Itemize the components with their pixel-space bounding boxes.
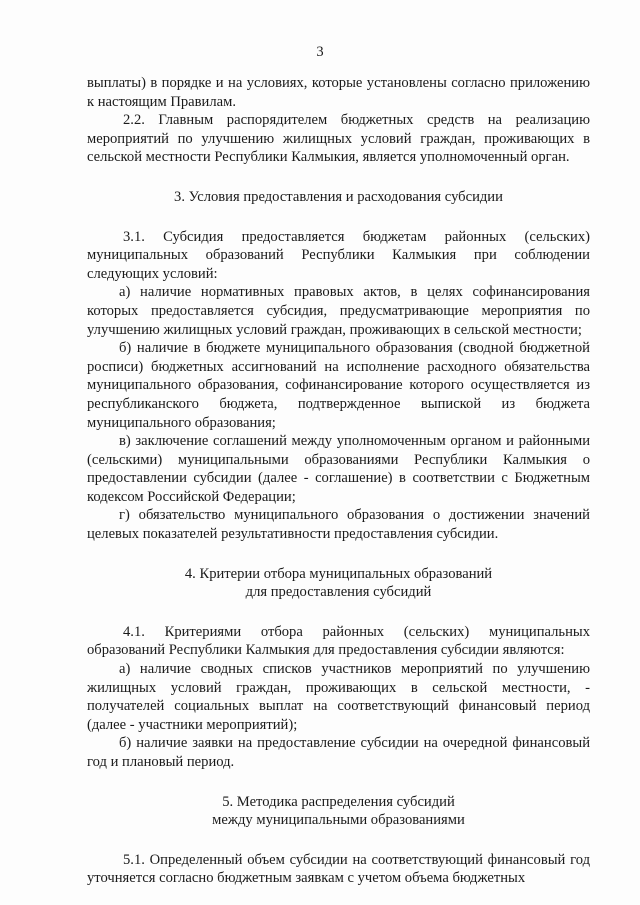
paragraph-continuation: выплаты) в порядке и на условиях, которые установлены согласно приложению к настоящим Правилам. bbox=[87, 75, 590, 110]
section-4-heading bbox=[87, 565, 590, 602]
paragraph-3-1-a: а) наличие нормативных правовых актов, в целях софинансирования которых предоставляется субсидия, предусматривающие мероприятия по улучшению жилищных условий граждан, проживающих в сельской местности; bbox=[87, 284, 590, 338]
paragraph-2-2: 2.2. Главным распорядителем бюджетных средств на реализацию мероприятий по улучшению жилищных условий граждан, проживающих в сельской местности Республики Калмыкия, является уполномоченный орган. bbox=[87, 112, 590, 166]
paragraph-5-1: 5.1. Определенный объем субсидии на соответствующий финансовый год уточняется согласно бюджетным заявкам с учетом объема бюджетных bbox=[87, 851, 590, 887]
section-4-heading-line-2: для предоставления субсидий bbox=[245, 584, 432, 601]
document-body bbox=[87, 74, 590, 888]
section-5-heading bbox=[87, 793, 590, 830]
paragraph-3-1: 3.1. Субсидия предоставляется бюджетам районных (сельских) муниципальных образований Республики Калмыкия при соблюдении следующих условий: bbox=[87, 228, 590, 282]
paragraph-4-1: 4.1. Критериями отбора районных (сельских) муниципальных образований Республики Калмыкия для предоставления субсидии являются: bbox=[87, 623, 590, 659]
paragraph-3-1-v: в) заключение соглашений между уполномоченным органом и районными (сельскими) муниципальными образованиями Республики Калмыкия о предоставлении субсидии (далее - соглашение) в соответствии с Бюджетным кодексом Российской Федерации; bbox=[87, 433, 590, 505]
paragraph-4-1-b: б) наличие заявки на предоставление субсидии на очередной финансовый год и плановый период. bbox=[87, 735, 590, 770]
section-5-heading-line-1: 5. Методика распределения субсидий bbox=[222, 793, 455, 810]
paragraph-3-1-b: б) наличие в бюджете муниципального образования (сводной бюджетной росписи) бюджетных ассигнований на исполнение расходного обязательства муниципального образования, софинансирование которого осуществляется из республиканского бюджета, подтвержденное выпиской из бюджета муниципального образования; bbox=[87, 340, 590, 431]
paragraph-4-1-a: а) наличие сводных списков участников мероприятий по улучшению жилищных условий граждан, проживающих в сельской местности, - получателей социальных выплат на соответствующий финансовый период (далее - участники мероприятий); bbox=[87, 661, 590, 733]
section-4-heading-line-1: 4. Критерии отбора муниципальных образований bbox=[184, 565, 493, 582]
page-number: 3 bbox=[316, 44, 324, 60]
paragraph-3-1-g: г) обязательство муниципального образования о достижении значений целевых показателей результативности предоставления субсидии. bbox=[87, 507, 590, 543]
section-3-heading: 3. Условия предоставления и расходования субсидии bbox=[174, 188, 503, 205]
section-5-heading-line-2: между муниципальными образованиями bbox=[212, 812, 465, 829]
